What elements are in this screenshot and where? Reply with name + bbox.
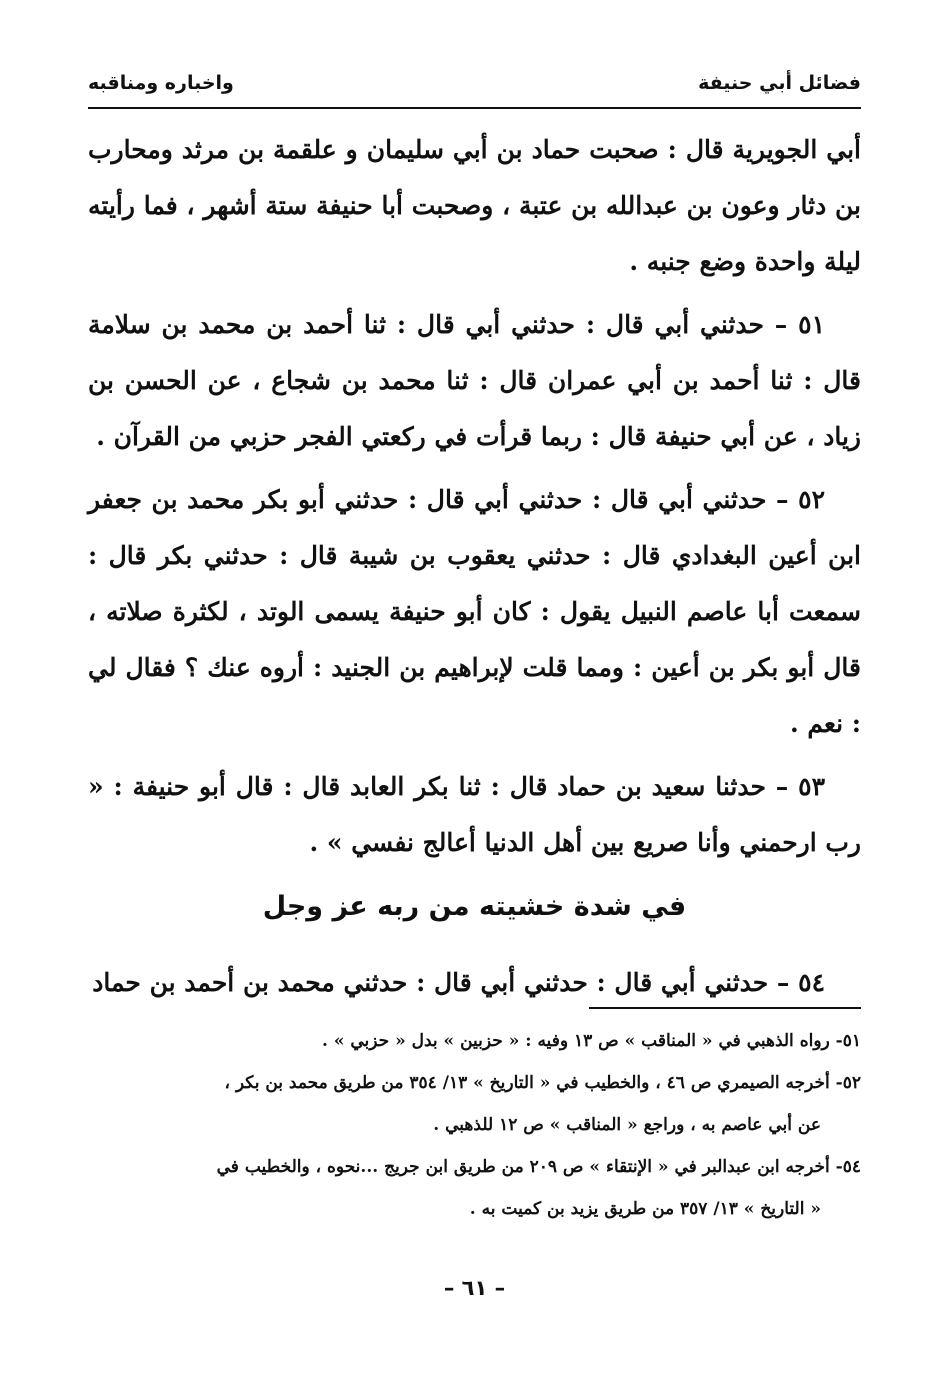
footnote-54-line-1: ٥٤- أخرجه ابن عبدالبر في « الإنتقاء » ص ٢٠٩ من طريق ابن جريج ...نحوه ، والخطيب في: [216, 1157, 861, 1177]
footnote-52-line-2: عن أبي عاصم به ، وراجع « المناقب » ص ١٢ للذهبي .: [433, 1115, 821, 1135]
paragraph-intro: أبي الجويرية قال : صحبت حماد بن أبي سليمان و علقمة بن مرثد ومحارب بن دثار وعون بن عبدالله بن عتبة ، وصحبت أبا حنيفة ستة أشهر ، فما رأيته ليلة واحدة وضع جنبه .: [88, 135, 861, 276]
page-number: – ٦١ –: [443, 1276, 506, 1300]
paragraph-52: ٥٢ – حدثني أبي قال : حدثني أبي قال : حدثني أبو بكر محمد بن جعفر ابن أعين البغدادي قال : حدثني يعقوب بن شيبة قال : حدثني بكر قال : سمعت أبا عاصم النبيل يقول : كان أبو حنيفة يسمى الوتد ، لكثرة صلاته ، قال أبو بكر بن أعين : ومما قلت لإبراهيم بن الجنيد : أروه عنك ؟ فقال لي : نعم .: [88, 485, 861, 738]
footnote-52-line-1: ٥٢- أخرجه الصيمري ص ٤٦ ، والخطيب في « التاريخ » ١٣/ ٣٥٤ من طريق محمد بن بكر ،: [224, 1073, 861, 1093]
section-heading: في شدة خشيته من ربه عز وجل: [262, 891, 687, 922]
footnote-51: ٥١- رواه الذهبي في « المناقب » ص ١٣ وفيه : « حزبين » بدل « حزبي » .: [322, 1031, 861, 1051]
footnote-54-line-2: « التاريخ » ١٣/ ٣٥٧ من طريق يزيد بن كميت به .: [469, 1199, 821, 1219]
footnote-divider: [589, 1007, 861, 1009]
running-header: [88, 72, 861, 102]
paragraph-53: ٥٣ – حدثنا سعيد بن حماد قال : ثنا بكر العابد قال : قال أبو حنيفة : « رب ارحمني وأنا صريع بين أهل الدنيا أعالج نفسي » .: [88, 772, 861, 857]
header-section-title: واخباره ومناقبه: [88, 72, 234, 94]
footnotes: [88, 1020, 861, 1230]
main-text: [88, 122, 861, 1018]
paragraph-51: ٥١ – حدثني أبي قال : حدثني أبي قال : ثنا أحمد بن محمد بن سلامة قال : ثنا أحمد بن أبي عمران قال : ثنا محمد بن شجاع ، عن الحسن بن زياد ، عن أبي حنيفة قال : ربما قرأت في ركعتي الفجر حزبي من القرآن .: [88, 310, 861, 451]
header-divider: [88, 107, 861, 109]
paragraph-54: ٥٤ – حدثني أبي قال : حدثني أبي قال : حدثني محمد بن أحمد بن حماد: [92, 968, 825, 997]
header-book-title: فضائل أبي حنيفة: [698, 72, 861, 94]
